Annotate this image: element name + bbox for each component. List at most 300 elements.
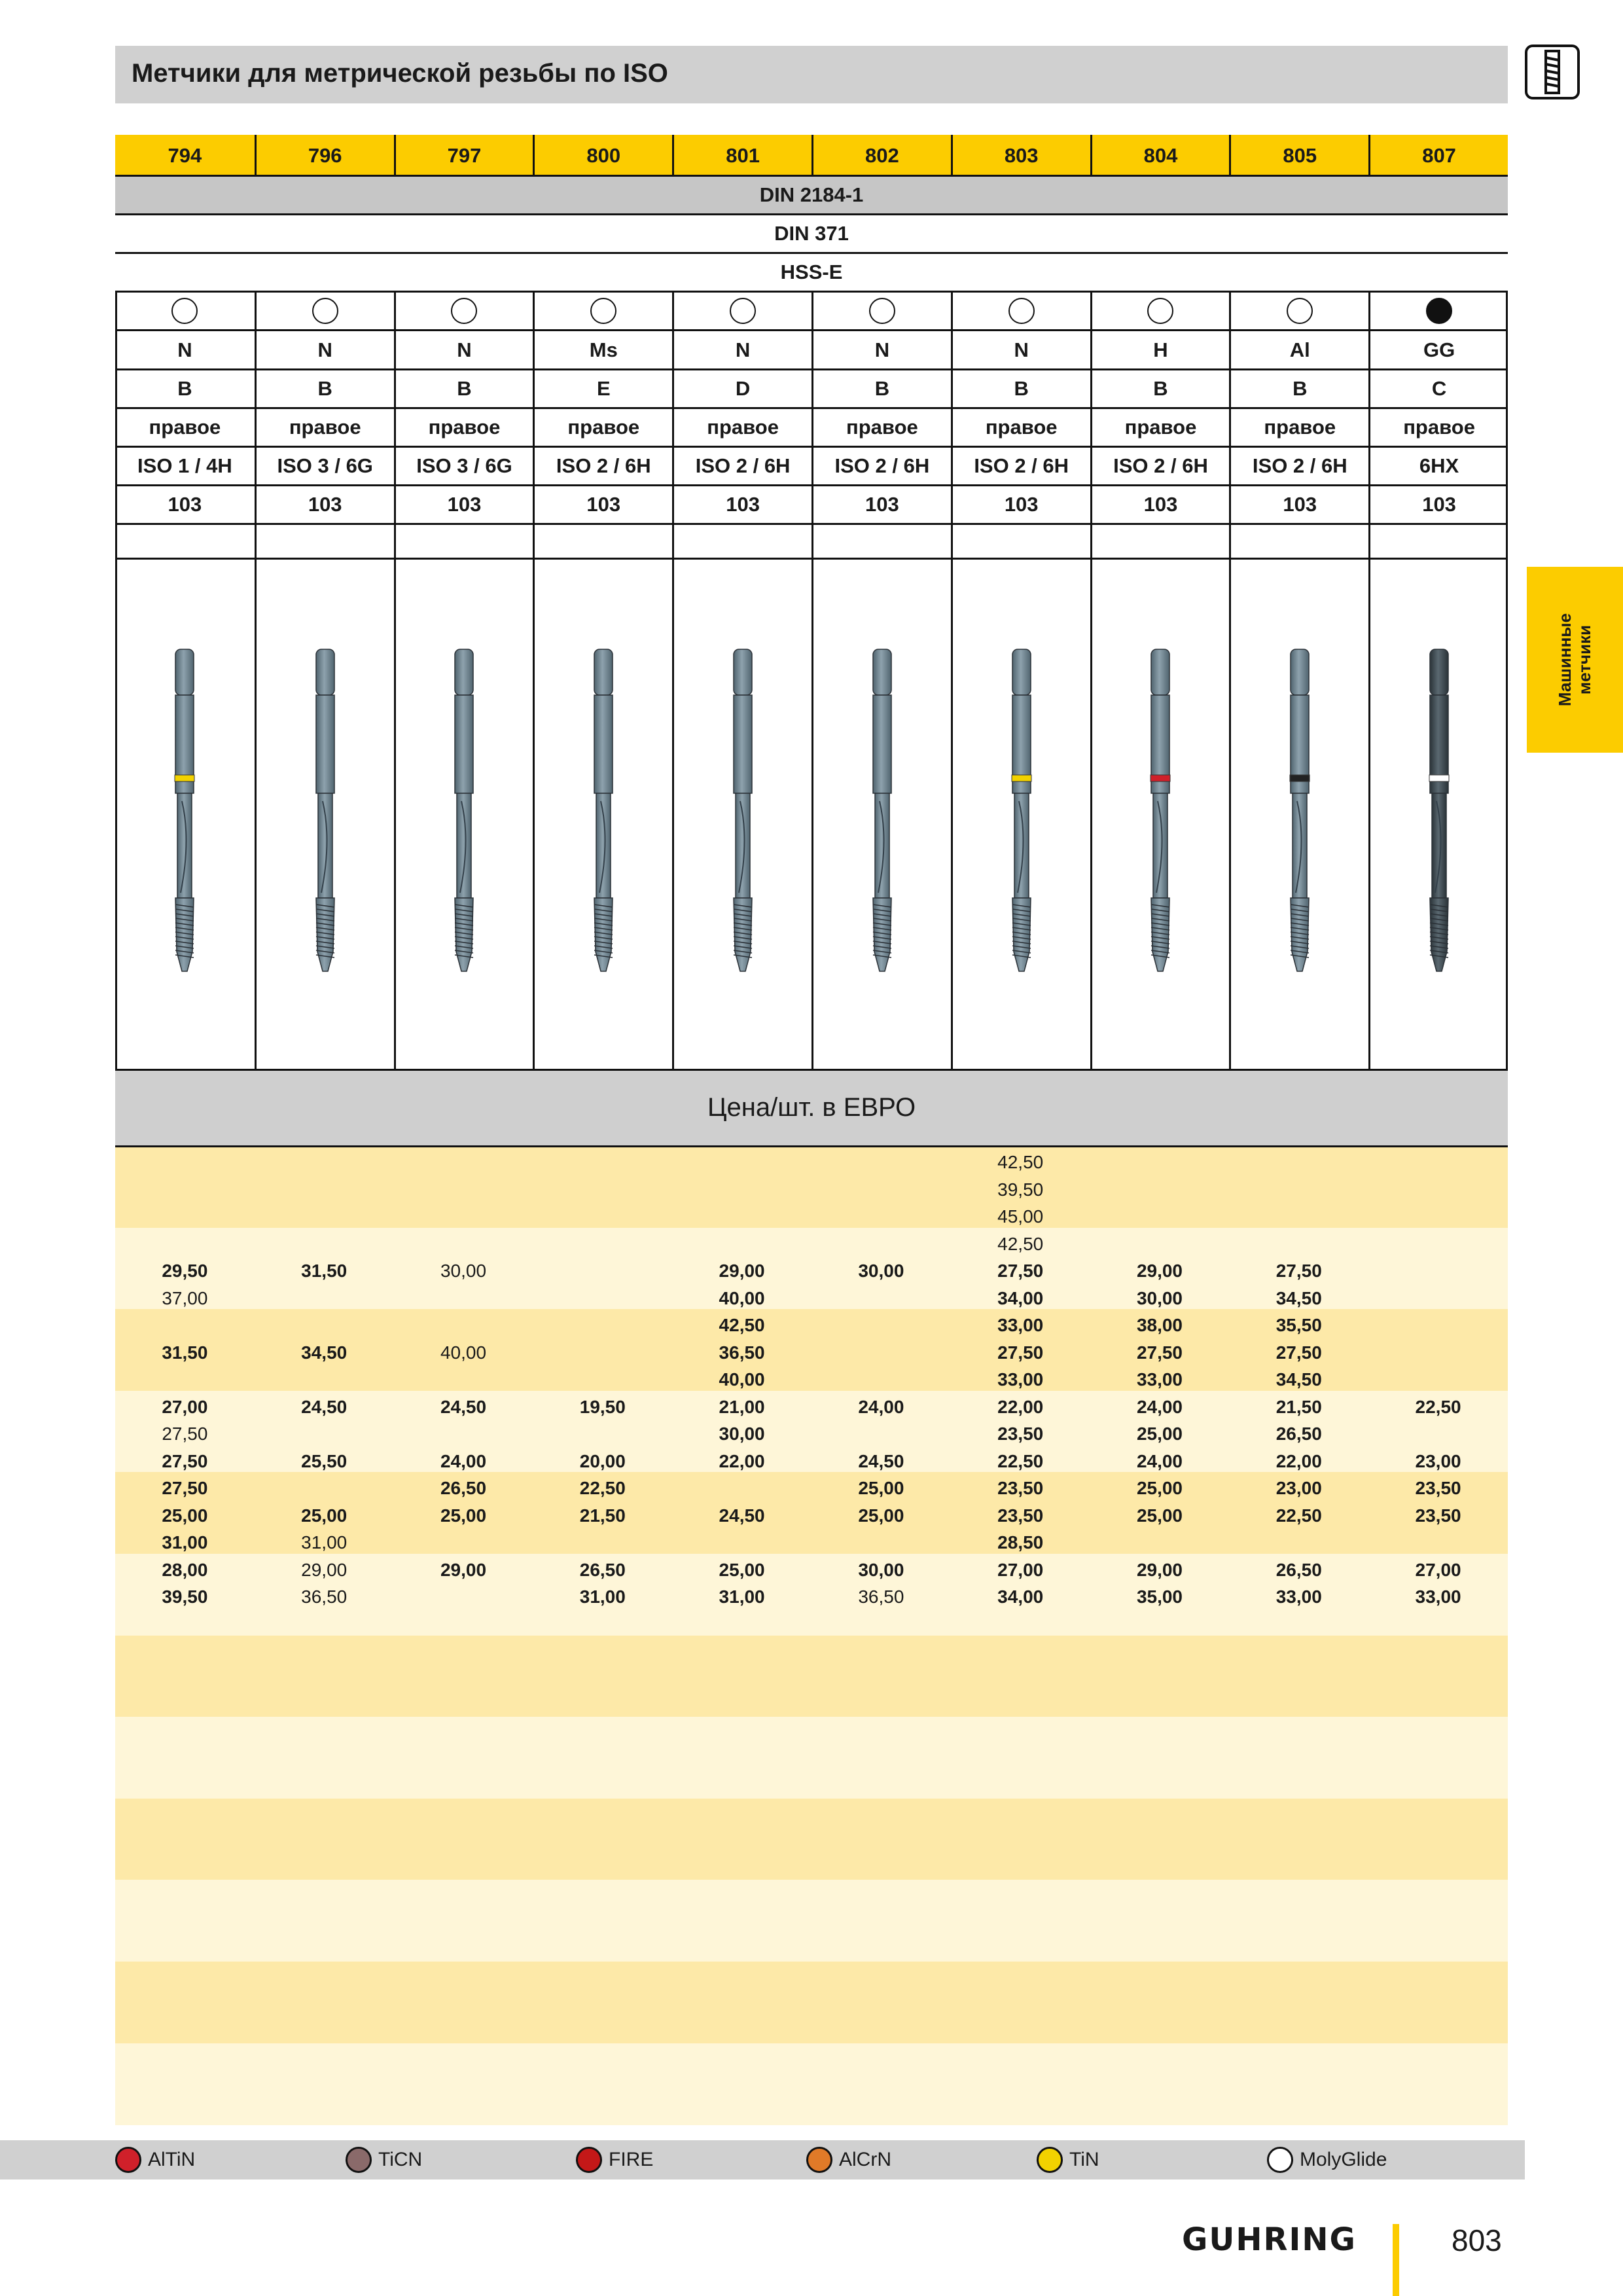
form-801: D — [672, 369, 812, 408]
price-cell-802 — [812, 1366, 951, 1393]
price-cell-797: 40,00 — [440, 1342, 487, 1363]
application-796: N — [255, 331, 394, 369]
page-ref-805: 103 — [1229, 485, 1368, 524]
price-cell-804: 29,00 — [1136, 1261, 1183, 1281]
tool-image-row — [115, 558, 1508, 1069]
price-cell-803: 34,00 — [997, 1587, 1044, 1607]
direction-802: правое — [812, 408, 951, 446]
price-cell-794: 37,00 — [162, 1287, 208, 1308]
price-cell-803: 23,50 — [997, 1478, 1044, 1498]
price-cell-805: 23,00 — [1275, 1478, 1322, 1498]
price-cell-794: 31,00 — [162, 1532, 208, 1552]
price-cell-801: 24,50 — [719, 1505, 765, 1526]
application-row — [115, 331, 1508, 369]
price-cell-797: 30,00 — [440, 1261, 487, 1281]
price-cell-805: 26,50 — [1275, 1424, 1322, 1444]
price-cell-807 — [1368, 1420, 1508, 1448]
price-band — [115, 1636, 1508, 1718]
standard-din-371: DIN 371 — [115, 214, 1508, 253]
page-ref-803: 103 — [951, 485, 1090, 524]
article-number-803: 803 — [951, 135, 1090, 176]
price-cell-803: 23,50 — [997, 1424, 1044, 1444]
direction-804: правое — [1090, 408, 1230, 446]
application-797: N — [394, 331, 533, 369]
coating-cell-796 — [255, 291, 394, 331]
page-ref-802: 103 — [812, 485, 951, 524]
price-cell-797: 24,00 — [440, 1450, 487, 1471]
article-number-796: 796 — [255, 135, 394, 176]
page-ref-804: 103 — [1090, 485, 1230, 524]
legend-label: FIRE — [609, 2149, 654, 2170]
price-cell-807 — [1368, 1366, 1508, 1393]
article-number-804: 804 — [1090, 135, 1230, 176]
brand-logo: GUHRING — [1182, 2221, 1357, 2258]
price-cell-796 — [255, 1312, 394, 1339]
price-row — [115, 1203, 1508, 1230]
price-cell-800 — [533, 1339, 672, 1367]
blank-cell — [115, 524, 255, 558]
price-cell-807: 23,50 — [1415, 1478, 1461, 1498]
price-cell-800 — [533, 1420, 672, 1448]
tool-image-794[interactable] — [115, 558, 255, 1069]
blank-row — [115, 524, 1508, 558]
price-cell-805: 33,00 — [1275, 1587, 1322, 1607]
direction-794: правое — [149, 415, 221, 439]
price-cell-801 — [672, 1475, 812, 1502]
price-cell-803: 22,50 — [997, 1450, 1044, 1471]
price-cell-794 — [115, 1149, 255, 1176]
price-cell-796: 25,00 — [301, 1505, 348, 1526]
price-cell-796 — [255, 1149, 394, 1176]
price-cell-802: 24,00 — [858, 1396, 904, 1417]
price-cell-805: 22,00 — [1275, 1450, 1322, 1471]
page-ref-794: 103 — [168, 492, 202, 516]
price-row — [115, 1312, 1508, 1339]
empty-circle-icon — [312, 298, 338, 324]
legend-item-tin — [1037, 2140, 1099, 2179]
coating-cell-803 — [951, 291, 1090, 331]
form-802: B — [812, 369, 951, 408]
price-cell-801: 40,00 — [719, 1369, 765, 1390]
tool-image-800[interactable] — [533, 558, 672, 1069]
price-cell-807: 23,50 — [1415, 1505, 1461, 1526]
blank-cell — [951, 524, 1090, 558]
legend-item-fire — [576, 2140, 653, 2179]
price-cell-807 — [1368, 1312, 1508, 1339]
price-row — [115, 1583, 1508, 1611]
price-cell-804: 25,00 — [1136, 1505, 1183, 1526]
price-cell-803: 42,50 — [997, 1233, 1044, 1254]
tap-icon — [995, 644, 1048, 984]
tool-image-803[interactable] — [951, 558, 1090, 1069]
application-803: N — [951, 331, 1090, 369]
price-cell-797 — [394, 1366, 533, 1393]
price-cell-803: 39,50 — [997, 1179, 1044, 1200]
price-cell-796 — [255, 1203, 394, 1230]
article-number-805: 805 — [1229, 135, 1368, 176]
price-cell-804: 33,00 — [1136, 1369, 1183, 1390]
price-cell-807: 23,00 — [1415, 1450, 1461, 1471]
price-cell-807: 22,50 — [1415, 1396, 1461, 1417]
tap-icon — [717, 644, 769, 984]
blank-cell — [812, 524, 951, 558]
legend-label: MolyGlide — [1300, 2149, 1387, 2170]
price-cell-800: 26,50 — [579, 1559, 626, 1580]
price-cell-804: 27,50 — [1136, 1342, 1183, 1363]
price-row — [115, 1230, 1508, 1258]
price-row — [115, 1366, 1508, 1393]
price-cell-801 — [672, 1149, 812, 1176]
coating-cell-801 — [672, 291, 812, 331]
price-cell-805: 22,50 — [1275, 1505, 1322, 1526]
price-cell-797 — [394, 1529, 533, 1556]
price-cell-797 — [394, 1176, 533, 1204]
price-cell-803: 33,00 — [997, 1315, 1044, 1335]
price-cell-796: 24,50 — [301, 1396, 348, 1417]
legend-label: TiN — [1069, 2149, 1099, 2170]
article-number-797: 797 — [394, 135, 533, 176]
tolerance-800: ISO 2 / 6H — [533, 446, 672, 485]
empty-circle-icon — [171, 298, 198, 324]
price-cell-794: 39,50 — [162, 1587, 208, 1607]
direction-807: правое — [1368, 408, 1508, 446]
price-cell-796: 25,50 — [301, 1450, 348, 1471]
coating-cell-802 — [812, 291, 951, 331]
price-cell-794: 27,50 — [162, 1478, 208, 1498]
price-cell-807: 27,00 — [1415, 1559, 1461, 1580]
price-cell-807 — [1368, 1176, 1508, 1204]
tolerance-row — [115, 446, 1508, 485]
price-cell-803: 42,50 — [997, 1152, 1044, 1172]
price-cell-796: 36,50 — [301, 1587, 348, 1607]
price-cell-800 — [533, 1149, 672, 1176]
empty-circle-icon — [1287, 298, 1313, 324]
empty-circle-icon — [730, 298, 756, 324]
application-794: N — [177, 338, 192, 361]
price-cell-807 — [1368, 1529, 1508, 1556]
price-cell-800: 21,50 — [579, 1505, 626, 1526]
price-cell-805 — [1229, 1149, 1368, 1176]
price-cell-803: 34,00 — [997, 1287, 1044, 1308]
price-row — [115, 1393, 1508, 1421]
price-cell-796: 29,00 — [301, 1559, 348, 1580]
form-797: B — [394, 369, 533, 408]
price-cell-800 — [533, 1529, 672, 1556]
price-cell-801: 29,00 — [719, 1261, 765, 1281]
price-cell-794 — [115, 1176, 255, 1204]
standard-din-2184: DIN 2184-1 — [115, 176, 1508, 214]
application-801: N — [672, 331, 812, 369]
price-cell-804 — [1090, 1230, 1230, 1258]
price-grid — [115, 1149, 1508, 1611]
tap-icon — [438, 644, 490, 984]
price-cell-800 — [533, 1176, 672, 1204]
tool-image-807[interactable] — [1368, 558, 1508, 1069]
direction-796: правое — [255, 408, 394, 446]
form-row — [115, 369, 1508, 408]
price-cell-801: 30,00 — [719, 1424, 765, 1444]
form-803: B — [951, 369, 1090, 408]
coating-molyglide-icon — [1267, 2147, 1293, 2173]
price-cell-801: 21,00 — [719, 1396, 765, 1417]
tool-image-805[interactable] — [1229, 558, 1368, 1069]
coating-indicator-row — [115, 291, 1508, 331]
tolerance-796: ISO 3 / 6G — [255, 446, 394, 485]
tolerance-794: ISO 1 / 4H — [137, 454, 232, 477]
price-row — [115, 1556, 1508, 1584]
price-row — [115, 1149, 1508, 1176]
coating-altin-icon — [115, 2147, 141, 2173]
price-cell-804: 25,00 — [1136, 1478, 1183, 1498]
price-cell-805: 27,50 — [1275, 1342, 1322, 1363]
price-band — [115, 1962, 1508, 2044]
price-cell-805 — [1229, 1176, 1368, 1204]
price-band — [115, 2043, 1508, 2126]
price-cell-794: 31,50 — [162, 1342, 208, 1363]
coating-cell-800 — [533, 291, 672, 331]
price-cell-804: 38,00 — [1136, 1315, 1183, 1335]
price-cell-802 — [812, 1420, 951, 1448]
price-cell-794 — [115, 1312, 255, 1339]
footer-accent-bar — [1393, 2224, 1399, 2296]
blank-cell — [1368, 524, 1508, 558]
tap-symbol-icon — [1524, 43, 1581, 101]
blank-cell — [1229, 524, 1368, 558]
price-cell-796 — [255, 1285, 394, 1312]
price-row — [115, 1448, 1508, 1475]
page-number: 803 — [1452, 2223, 1502, 2257]
price-cell-794 — [115, 1203, 255, 1230]
price-cell-801 — [672, 1230, 812, 1258]
price-cell-800: 31,00 — [579, 1587, 626, 1607]
price-cell-796 — [255, 1420, 394, 1448]
filled-circle-icon — [1426, 298, 1452, 324]
price-cell-802: 25,00 — [858, 1478, 904, 1498]
form-804: B — [1090, 369, 1230, 408]
price-cell-804: 25,00 — [1136, 1424, 1183, 1444]
price-cell-796: 34,50 — [301, 1342, 348, 1363]
tool-image-797[interactable] — [394, 558, 533, 1069]
direction-797: правое — [394, 408, 533, 446]
form-794: B — [177, 376, 192, 400]
legend-item-alcrn — [806, 2140, 891, 2179]
tolerance-801: ISO 2 / 6H — [672, 446, 812, 485]
price-cell-797 — [394, 1149, 533, 1176]
tolerance-797: ISO 3 / 6G — [394, 446, 533, 485]
tap-icon — [158, 644, 211, 984]
price-cell-804 — [1090, 1203, 1230, 1230]
price-cell-797 — [394, 1203, 533, 1230]
section-tab[interactable] — [1527, 567, 1623, 753]
empty-circle-icon — [1008, 298, 1035, 324]
section-tab-line2: метчики — [1575, 624, 1594, 695]
page-ref-797: 103 — [394, 485, 533, 524]
price-cell-804 — [1090, 1149, 1230, 1176]
price-cell-807: 33,00 — [1415, 1587, 1461, 1607]
price-cell-805: 34,50 — [1275, 1369, 1322, 1390]
direction-805: правое — [1229, 408, 1368, 446]
tool-image-796[interactable] — [255, 558, 394, 1069]
price-cell-805: 26,50 — [1275, 1559, 1322, 1580]
legend-item-molyglide — [1267, 2140, 1387, 2179]
direction-801: правое — [672, 408, 812, 446]
application-804: H — [1090, 331, 1230, 369]
article-number-801: 801 — [672, 135, 812, 176]
page-title: Метчики для метрической резьбы по ISO — [132, 59, 668, 88]
legend-item-altin — [115, 2140, 195, 2179]
form-800: E — [533, 369, 672, 408]
direction-803: правое — [951, 408, 1090, 446]
price-cell-797: 25,00 — [440, 1505, 487, 1526]
legend-label: TiCN — [378, 2149, 423, 2170]
price-row — [115, 1529, 1508, 1556]
price-cell-804: 24,00 — [1136, 1396, 1183, 1417]
price-cell-803: 27,00 — [997, 1559, 1044, 1580]
price-cell-800: 20,00 — [579, 1450, 626, 1471]
price-cell-803: 27,50 — [997, 1261, 1044, 1281]
price-cell-800 — [533, 1203, 672, 1230]
price-cell-800: 22,50 — [579, 1478, 626, 1498]
blank-cell — [533, 524, 672, 558]
application-800: Ms — [533, 331, 672, 369]
price-cell-797: 29,00 — [440, 1559, 487, 1580]
price-cell-801 — [672, 1203, 812, 1230]
price-row — [115, 1176, 1508, 1204]
price-cell-804 — [1090, 1529, 1230, 1556]
price-band — [115, 1799, 1508, 1881]
legend-label: AlTiN — [148, 2149, 196, 2170]
tap-icon — [1274, 644, 1326, 984]
page-ref-796: 103 — [255, 485, 394, 524]
price-cell-801: 40,00 — [719, 1287, 765, 1308]
price-cell-800 — [533, 1366, 672, 1393]
price-row — [115, 1475, 1508, 1502]
direction-800: правое — [533, 408, 672, 446]
tolerance-804: ISO 2 / 6H — [1090, 446, 1230, 485]
price-cell-805: 34,50 — [1275, 1287, 1322, 1308]
price-cell-794 — [115, 1230, 255, 1258]
coating-legend — [0, 2140, 1525, 2179]
price-cell-796: 31,00 — [301, 1532, 348, 1552]
price-cell-802 — [812, 1230, 951, 1258]
price-cell-805: 35,50 — [1275, 1315, 1322, 1335]
price-cell-797 — [394, 1230, 533, 1258]
price-cell-802: 30,00 — [858, 1559, 904, 1580]
coating-alcrn-icon — [806, 2147, 832, 2173]
price-cell-800 — [533, 1312, 672, 1339]
price-cell-807 — [1368, 1285, 1508, 1312]
tool-image-804[interactable] — [1090, 558, 1230, 1069]
tool-image-802[interactable] — [812, 558, 951, 1069]
blank-cell — [394, 524, 533, 558]
price-cell-805 — [1229, 1203, 1368, 1230]
price-cell-802 — [812, 1339, 951, 1367]
price-cell-804: 30,00 — [1136, 1287, 1183, 1308]
price-cell-805 — [1229, 1230, 1368, 1258]
price-cell-794: 27,50 — [162, 1424, 208, 1444]
article-number-800: 800 — [533, 135, 672, 176]
tool-image-801[interactable] — [672, 558, 812, 1069]
price-cell-800: 19,50 — [579, 1396, 626, 1417]
article-number-794: 794 — [168, 143, 202, 167]
price-cell-803: 45,00 — [997, 1206, 1044, 1227]
price-cell-801: 42,50 — [719, 1315, 765, 1335]
article-number-807: 807 — [1368, 135, 1508, 176]
price-cell-807 — [1368, 1230, 1508, 1258]
price-row — [115, 1502, 1508, 1530]
price-row — [115, 1257, 1508, 1285]
tolerance-803: ISO 2 / 6H — [951, 446, 1090, 485]
price-cell-803: 23,50 — [997, 1505, 1044, 1526]
price-cell-794: 28,00 — [162, 1559, 208, 1580]
price-row — [115, 1420, 1508, 1448]
price-cell-802 — [812, 1312, 951, 1339]
application-802: N — [812, 331, 951, 369]
tap-icon — [1134, 644, 1186, 984]
tap-icon — [577, 644, 630, 984]
page-ref-801: 103 — [672, 485, 812, 524]
price-cell-796: 31,50 — [301, 1261, 348, 1281]
application-807: GG — [1368, 331, 1508, 369]
price-cell-802 — [812, 1176, 951, 1204]
price-cell-796 — [255, 1230, 394, 1258]
price-cell-803: 22,00 — [997, 1396, 1044, 1417]
article-number-row — [115, 135, 1508, 176]
coating-cell-805 — [1229, 291, 1368, 331]
price-cell-801: 22,00 — [719, 1450, 765, 1471]
tolerance-807: 6HX — [1368, 446, 1508, 485]
blank-cell — [672, 524, 812, 558]
empty-circle-icon — [1147, 298, 1173, 324]
form-796: B — [255, 369, 394, 408]
price-cell-797 — [394, 1285, 533, 1312]
price-cell-802 — [812, 1203, 951, 1230]
coating-tin-icon — [1037, 2147, 1063, 2173]
coating-fire-icon — [576, 2147, 602, 2173]
price-cell-797 — [394, 1312, 533, 1339]
price-cell-805: 21,50 — [1275, 1396, 1322, 1417]
price-cell-802: 36,50 — [858, 1587, 904, 1607]
price-cell-803: 33,00 — [997, 1369, 1044, 1390]
price-cell-801 — [672, 1176, 812, 1204]
application-805: Al — [1229, 331, 1368, 369]
price-cell-796 — [255, 1176, 394, 1204]
empty-circle-icon — [590, 298, 616, 324]
tap-icon — [1413, 644, 1465, 984]
price-header: Цена/шт. в ЕВРО — [115, 1069, 1508, 1146]
price-cell-804: 35,00 — [1136, 1587, 1183, 1607]
price-cell-802 — [812, 1285, 951, 1312]
price-cell-804 — [1090, 1176, 1230, 1204]
price-cell-802: 24,50 — [858, 1450, 904, 1471]
thread-direction-row — [115, 408, 1508, 446]
price-cell-794: 25,00 — [162, 1505, 208, 1526]
coating-cell-807 — [1368, 291, 1508, 331]
price-cell-803: 27,50 — [997, 1342, 1044, 1363]
price-cell-803: 28,50 — [997, 1532, 1044, 1552]
coating-cell-794 — [115, 291, 255, 331]
price-cell-801: 31,00 — [719, 1587, 765, 1607]
price-cell-800 — [533, 1285, 672, 1312]
price-row — [115, 1285, 1508, 1312]
blank-cell — [255, 524, 394, 558]
price-cell-805 — [1229, 1529, 1368, 1556]
coating-cell-804 — [1090, 291, 1230, 331]
price-cell-802 — [812, 1529, 951, 1556]
price-cell-794 — [115, 1366, 255, 1393]
legend-label: AlCrN — [839, 2149, 891, 2170]
coating-ticn-icon — [346, 2147, 372, 2173]
